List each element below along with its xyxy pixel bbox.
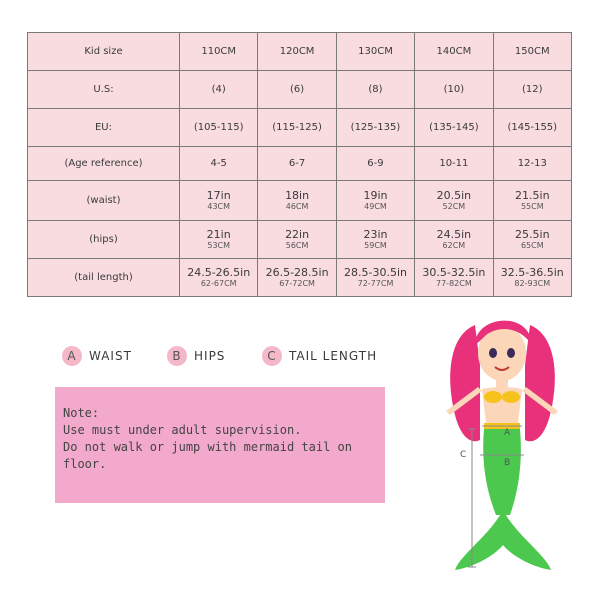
safety-note [55,387,385,503]
table-cell: 120CM [258,33,336,71]
cell-inches: 19in [363,189,388,202]
table-row [28,71,572,109]
mermaid-doll-illustration [420,305,590,590]
table-cell: 12-13 [493,147,571,181]
cell-inches: 20.5in [436,189,472,202]
cell-inches: 21.5in [515,189,550,202]
table-row [28,221,572,259]
cell-centimeters: 52CM [442,202,466,211]
note-line-supervision: Use must under adult supervision. [63,423,302,437]
table-cell: 6-7 [258,147,336,181]
table-cell [336,181,414,221]
legend-waist [62,346,132,366]
table-cell: (105-115) [180,109,258,147]
note-line-floor: floor. [63,457,107,471]
cell-inches: 24.5in [436,228,472,241]
doll-label-c: C [460,450,467,460]
doll-label-a: A [504,428,511,438]
table-cell: (125-135) [336,109,414,147]
legend-label-waist: WAIST [89,349,132,363]
cell-centimeters: 53CM [207,241,231,250]
legend-letter-a: A [62,346,82,366]
doll-label-b: B [504,458,511,468]
row-label: (hips) [28,221,180,259]
table-cell [258,181,336,221]
table-cell: (115-125) [258,109,336,147]
cell-centimeters: 55CM [520,202,544,211]
table-cell: (12) [493,71,571,109]
table-cell [180,221,258,259]
table-row [28,181,572,221]
table-cell [258,259,336,297]
cell-centimeters: 46CM [285,202,309,211]
table-cell: (145-155) [493,109,571,147]
legend-label-hips: HIPS [194,349,226,363]
cell-centimeters: 56CM [285,241,309,250]
table-cell: (8) [336,71,414,109]
cell-inches: 18in [285,189,310,202]
cell-centimeters: 72-77CM [357,279,394,288]
table-cell: 110CM [180,33,258,71]
cell-inches: 26.5-28.5in [265,266,329,279]
cell-centimeters: 77-82CM [436,279,472,288]
cell-inches: 28.5-30.5in [343,266,407,279]
cell-inches: 23in [363,228,388,241]
table-cell [336,221,414,259]
table-cell [493,221,571,259]
table-cell: (10) [415,71,493,109]
cell-centimeters: 43CM [207,202,231,211]
table-cell [336,259,414,297]
table-cell: 140CM [415,33,493,71]
cell-centimeters: 62-67CM [200,279,237,288]
legend-letter-b: B [167,346,187,366]
size-chart-table [27,32,572,297]
row-label: U.S: [28,71,180,109]
cell-inches: 25.5in [515,228,550,241]
legend-tail-length [262,346,377,366]
table-row [28,109,572,147]
legend-letter-c: C [262,346,282,366]
cell-centimeters: 59CM [364,241,387,250]
cell-inches: 17in [206,189,231,202]
table-header-row [28,33,572,71]
legend-label-tail-length: TAIL LENGTH [289,349,378,363]
table-cell: 6-9 [336,147,414,181]
table-cell: (6) [258,71,336,109]
table-cell: 130CM [336,33,414,71]
legend-hips [167,346,225,366]
cell-centimeters: 65CM [520,241,544,250]
table-row [28,147,572,181]
row-label: Kid size [28,33,180,71]
table-cell [493,259,571,297]
table-cell [415,221,493,259]
cell-centimeters: 67-72CM [279,279,315,288]
cell-centimeters: 62CM [442,241,466,250]
cell-inches: 30.5-32.5in [422,266,486,279]
table-cell [180,259,258,297]
row-label: EU: [28,109,180,147]
table-cell: 10-11 [415,147,493,181]
cell-inches: 22in [285,228,310,241]
row-label: (waist) [28,181,180,221]
note-line-title: Note: [63,406,100,420]
table-cell: (135-145) [415,109,493,147]
cell-inches: 32.5-36.5in [500,266,564,279]
note-line-warning: Do not walk or jump with mermaid tail on [63,440,352,454]
table-cell: 150CM [493,33,571,71]
table-cell: (4) [180,71,258,109]
row-label: (Age reference) [28,147,180,181]
cell-inches: 21in [206,228,231,241]
table-cell [493,181,571,221]
table-cell [415,181,493,221]
row-label: (tail length) [28,259,180,297]
cell-inches: 24.5-26.5in [187,266,251,279]
table-row [28,259,572,297]
table-cell [258,221,336,259]
table-cell [180,181,258,221]
table-cell: 4-5 [180,147,258,181]
table-cell [415,259,493,297]
cell-centimeters: 49CM [364,202,387,211]
cell-centimeters: 82-93CM [514,279,551,288]
